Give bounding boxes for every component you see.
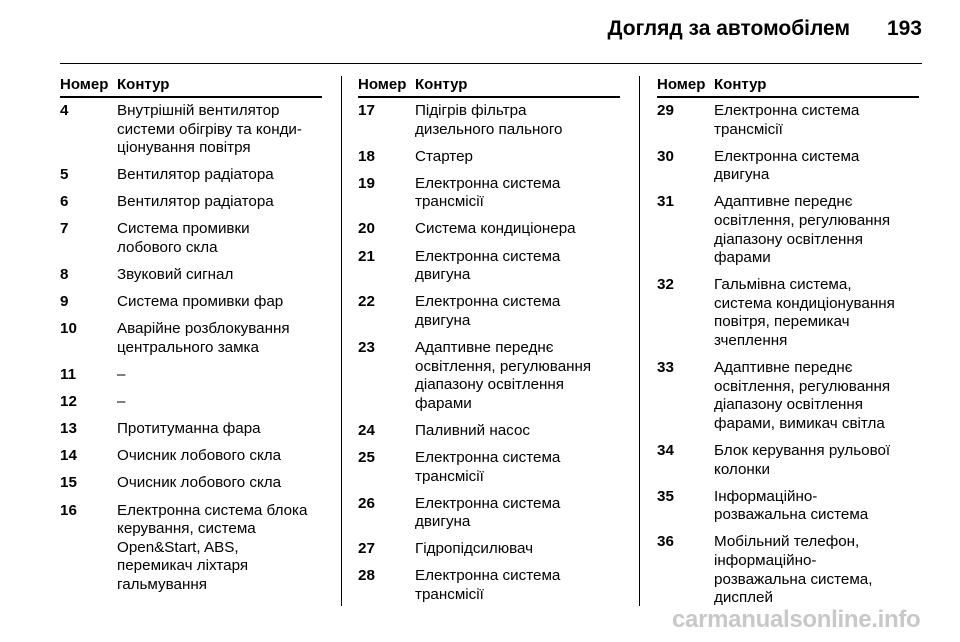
fuse-number: 21 bbox=[358, 247, 375, 265]
fuse-number: 9 bbox=[60, 293, 69, 311]
circuit-description: Система промивки лобового скла bbox=[117, 220, 250, 257]
table-rows bbox=[60, 102, 322, 594]
fuse-number: 34 bbox=[657, 442, 674, 459]
table-row bbox=[358, 449, 620, 486]
circuit-description: Очисник лобового скла bbox=[117, 474, 282, 492]
circuit-description: Електронна система двигуна bbox=[415, 247, 561, 284]
table-row bbox=[657, 193, 919, 267]
circuit-description: Вентилятор радіатора bbox=[117, 166, 274, 184]
fuse-number: 22 bbox=[358, 293, 375, 311]
fuse-table-column-2 bbox=[358, 76, 620, 613]
fuse-number: 5 bbox=[60, 166, 69, 184]
table-row bbox=[358, 102, 620, 139]
circuit-description: Стартер bbox=[415, 147, 473, 165]
circuit-description: Гідропідсилювач bbox=[415, 540, 534, 558]
fuse-number: 7 bbox=[60, 220, 69, 238]
fuse-number: 24 bbox=[358, 421, 375, 439]
circuit-description: Електронна система двигуна bbox=[415, 494, 561, 531]
circuit-description: Електронна система двигуна bbox=[415, 293, 561, 329]
circuit-description: Електронна система трансмісії bbox=[415, 448, 561, 485]
circuit-description: Підігрів фільтра дизельного пального bbox=[415, 102, 563, 138]
circuit-description: Електронна система двигуна bbox=[714, 147, 860, 184]
table-row bbox=[358, 422, 620, 441]
table-row bbox=[60, 293, 322, 312]
circuit-description: Мобільний телефон, інформаційно- розважальна система, дисплей bbox=[714, 533, 873, 607]
table-row bbox=[60, 502, 322, 595]
table-row bbox=[657, 533, 919, 607]
circuit-description: Гальмівна система, система кондиціонування повітря, перемикач зчеплення bbox=[714, 276, 895, 350]
table-row bbox=[657, 488, 919, 525]
circuit-description: Аварійне розблокування центрального замка bbox=[117, 320, 290, 356]
page-number: 193 bbox=[886, 17, 922, 40]
header-number-label: Номер bbox=[60, 76, 109, 93]
table-row bbox=[657, 102, 919, 139]
fuse-number: 26 bbox=[358, 494, 375, 512]
table-row bbox=[60, 102, 322, 158]
circuit-description: Електронна система трансмісії bbox=[415, 174, 561, 211]
header-divider bbox=[60, 63, 922, 64]
fuse-number: 6 bbox=[60, 193, 69, 211]
fuse-number: 30 bbox=[657, 147, 674, 165]
table-row bbox=[60, 474, 322, 493]
header-number-label: Номер bbox=[358, 76, 407, 93]
page-title: Догляд за автомобілем bbox=[607, 17, 850, 40]
circuit-description: Інформаційно- розважальна система bbox=[714, 487, 869, 524]
fuse-number: 16 bbox=[60, 501, 77, 519]
circuit-description: Внутрішній вентилятор системи обігріву та конди- ціонування повітря bbox=[117, 102, 302, 157]
circuit-description: Адаптивне переднє освітлення, регулювання діапазону освітлення фарами bbox=[415, 338, 592, 412]
table-row bbox=[358, 148, 620, 167]
header-circuit-label: Контур bbox=[117, 76, 170, 93]
fuse-table-column-1 bbox=[60, 76, 322, 603]
fuse-number: 29 bbox=[657, 102, 674, 119]
fuse-number: 28 bbox=[358, 567, 375, 585]
table-row bbox=[358, 339, 620, 413]
table-row bbox=[358, 248, 620, 285]
table-row bbox=[358, 175, 620, 212]
table-row bbox=[657, 276, 919, 350]
circuit-description: Очисник лобового скла bbox=[117, 447, 282, 465]
fuse-number: 12 bbox=[60, 393, 77, 411]
table-row bbox=[358, 220, 620, 239]
table-row bbox=[657, 442, 919, 479]
fuse-number: 10 bbox=[60, 320, 77, 338]
circuit-description: Протитуманна фара bbox=[117, 420, 261, 438]
header-circuit-label: Контур bbox=[415, 76, 468, 93]
circuit-description: Блок керування рульової колонки bbox=[714, 442, 891, 478]
table-row bbox=[60, 266, 322, 285]
table-row bbox=[657, 359, 919, 433]
fuse-number: 23 bbox=[358, 338, 375, 356]
fuse-number: 33 bbox=[657, 359, 674, 377]
circuit-description: Адаптивне переднє освітлення, регулювання діапазону освітлення фарами, вимикач світла bbox=[714, 359, 891, 432]
fuse-number: 18 bbox=[358, 147, 375, 165]
column-divider bbox=[341, 76, 342, 606]
circuit-description: Паливний насос bbox=[415, 421, 530, 439]
circuit-description: Адаптивне переднє освітлення, регулювання діапазону освітлення фарами bbox=[714, 193, 891, 267]
fuse-number: 32 bbox=[657, 276, 674, 294]
table-row bbox=[358, 293, 620, 330]
column-divider bbox=[639, 76, 640, 606]
watermark: carmanualsonline.info bbox=[672, 606, 921, 633]
table-row bbox=[60, 420, 322, 439]
circuit-description: – bbox=[117, 366, 126, 384]
fuse-number: 25 bbox=[358, 448, 375, 466]
fuse-number: 4 bbox=[60, 102, 69, 119]
fuse-number: 36 bbox=[657, 533, 674, 551]
table-row bbox=[60, 320, 322, 357]
fuse-number: 19 bbox=[358, 174, 375, 192]
fuse-table-column-3 bbox=[657, 76, 919, 616]
fuse-number: 31 bbox=[657, 193, 674, 211]
fuse-number: 13 bbox=[60, 420, 77, 438]
table-row bbox=[60, 393, 322, 412]
circuit-description: Електронна система блока керування, система Open&Start, ABS, перемикач ліхтаря гальмування bbox=[117, 501, 308, 593]
circuit-description: Система промивки фар bbox=[117, 293, 284, 311]
fuse-number: 11 bbox=[60, 366, 77, 384]
table-row bbox=[358, 540, 620, 559]
table-rows bbox=[358, 102, 620, 605]
table-header bbox=[60, 76, 322, 98]
fuse-number: 35 bbox=[657, 487, 674, 505]
table-row bbox=[60, 193, 322, 212]
table-row bbox=[358, 567, 620, 604]
circuit-description: Система кондиціонера bbox=[415, 220, 576, 238]
table-row bbox=[60, 447, 322, 466]
circuit-description: Електронна система трансмісії bbox=[415, 567, 561, 603]
fuse-number: 8 bbox=[60, 266, 69, 284]
table-header bbox=[358, 76, 620, 98]
fuse-number: 27 bbox=[358, 540, 375, 558]
header-circuit-label: Контур bbox=[714, 76, 767, 93]
table-row bbox=[60, 366, 322, 385]
table-row bbox=[60, 220, 322, 257]
fuse-number: 14 bbox=[60, 447, 77, 465]
circuit-description: Вентилятор радіатора bbox=[117, 193, 274, 211]
fuse-number: 20 bbox=[358, 220, 375, 238]
fuse-number: 17 bbox=[358, 102, 375, 119]
header-number-label: Номер bbox=[657, 76, 706, 93]
fuse-number: 15 bbox=[60, 474, 77, 492]
table-header bbox=[657, 76, 919, 98]
table-row bbox=[60, 166, 322, 185]
circuit-description: – bbox=[117, 393, 126, 411]
table-row bbox=[358, 495, 620, 532]
table-rows bbox=[657, 102, 919, 608]
circuit-description: Електронна система трансмісії bbox=[714, 102, 860, 138]
circuit-description: Звуковий сигнал bbox=[117, 266, 234, 284]
table-row bbox=[657, 148, 919, 185]
